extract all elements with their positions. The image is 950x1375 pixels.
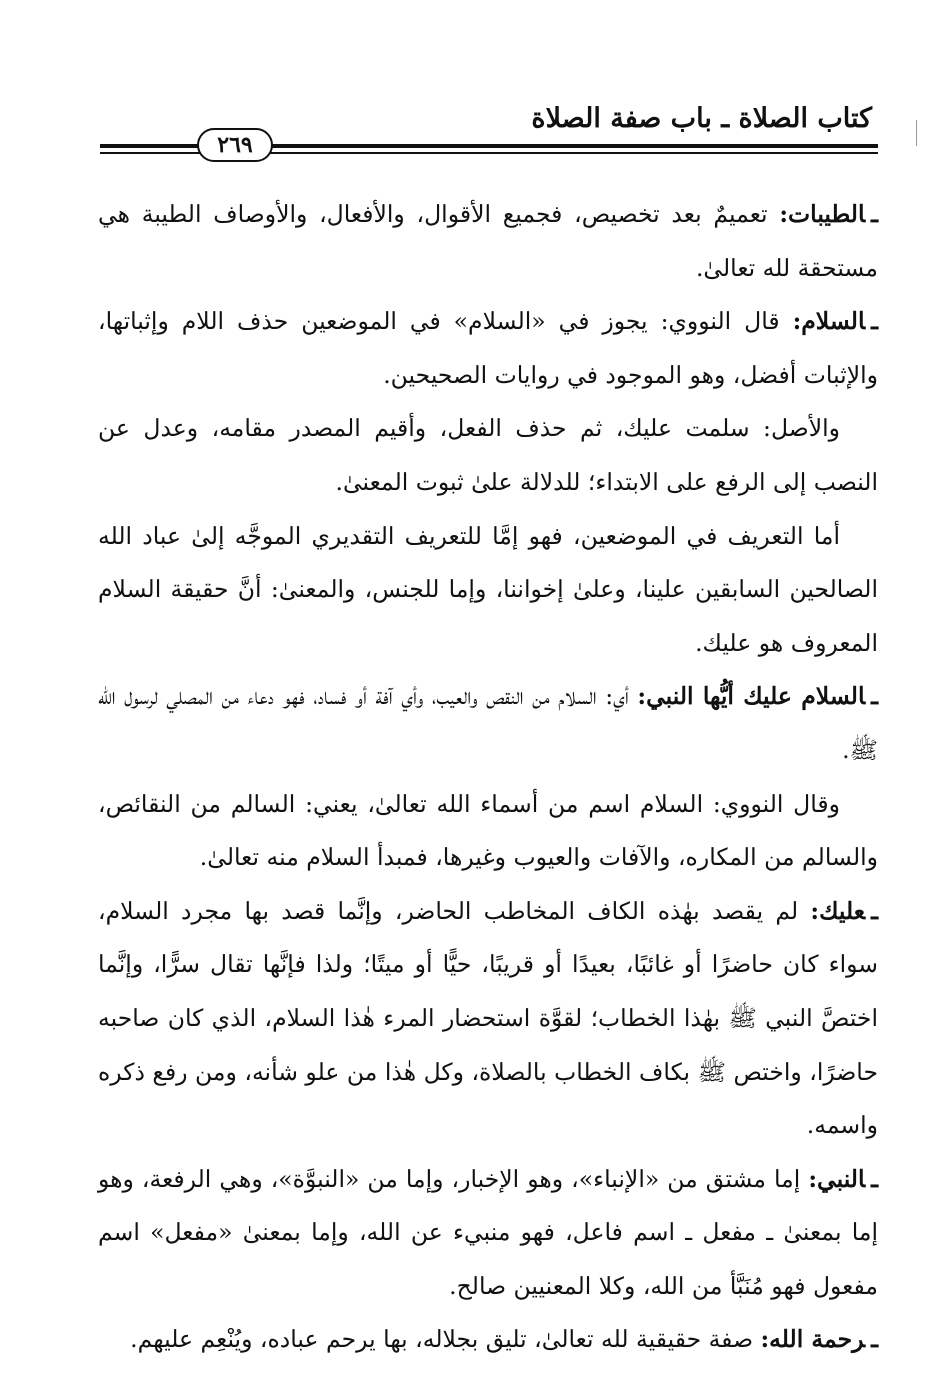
entry-text: قال النووي: يجوز في «السلام» في الموضعين حذف اللام وإثباتها، والإثبات أفضل، وهو الموجود في روايات الصحيحين.	[98, 307, 878, 389]
entry-dash: ـ	[871, 682, 879, 711]
entry-text: تعميمٌ بعد تخصيص، فجميع الأقوال، والأفعال، والأوصاف الطيبة هي مستحقة لله تعالىٰ.	[98, 200, 878, 282]
page-number: ٢٦٩	[197, 128, 273, 162]
entry-text: أي: السلام من النقص والعيب، وأي آفة أو فساد، فهو دعاء من المصلي لرسول الله ﷺ.	[98, 682, 878, 764]
paragraph-alayk	[98, 885, 878, 1153]
paragraph-text: والأصل: سلمت عليك، ثم حذف الفعل، وأقيم المصدر مقامه، وعدل عن النصب إلى الرفع على الابتداء؛ للدلالة علىٰ ثبوت المعنىٰ.	[98, 414, 878, 496]
paragraph-rahmatullah	[98, 1313, 878, 1367]
entry-dash: ـ	[871, 896, 878, 925]
body-text	[98, 188, 878, 1367]
paragraph-nabi	[98, 1153, 878, 1314]
entry-text: صفة حقيقية لله تعالىٰ، تليق بجلاله، بها يرحم عباده، ويُنْعِم عليهم.	[130, 1325, 761, 1354]
paragraph-text: أما التعريف في الموضعين، فهو إمَّا للتعريف التقديري الموجَّه إلىٰ عباد الله الصالحين السابقين علينا، وعلىٰ إخواننا، وإما للجنس، والمعنىٰ: أنَّ حقيقة السلام المعروف هو عليك.	[98, 521, 878, 657]
entry-term: السلام عليك أيُّها النبي:	[637, 682, 866, 711]
entry-text: إما مشتق من «الإنباء»، وهو الإخبار، وإما من «النبوَّة»، وهي الرفعة، وهو إما بمعنىٰ ـ مفعل ـ اسم فاعل، فهو منبيء عن الله، وإما بمعنىٰ «مفعل» اسم مفعول فهو مُنَبَّأ من الله، وكلا المعنيين صالح.	[98, 1164, 878, 1300]
paragraph-salam	[98, 295, 878, 402]
entry-dash: ـ	[871, 1325, 878, 1354]
entry-term: رحمة الله:	[760, 1325, 866, 1354]
paragraph-tayyibat	[98, 188, 878, 295]
entry-text: لم يقصد بهٰذه الكاف المخاطب الحاضر، وإنَّما قصد بها مجرد السلام، سواء كان حاضرًا أو غائبًا، بعيدًا أو قريبًا، حيًّا أو ميتًا؛ ولذا فإنَّها تقال سرًّا، وإنَّما اختصَّ النبي ﷺ بهٰذا الخطاب؛ لقوَّة استحضار المرء هٰذا السلام، الذي كان صاحبه حاضرًا، واختص ﷺ بكاف الخطاب بالصلاة، وكل هٰذا من علو شأنه، ومن رفع ذكره واسمه.	[98, 896, 878, 1140]
entry-term: عليك:	[810, 896, 866, 925]
entry-term: النبي:	[808, 1164, 866, 1193]
paragraph-asl	[98, 402, 878, 509]
paragraph-text: وقال النووي: السلام اسم من أسماء الله تعالىٰ، يعني: السالم من النقائص، والسالم من المكاره، والآفات والعيوب وغيرها، فمبدأ السلام منه تعالىٰ.	[98, 789, 878, 872]
entry-dash: ـ	[871, 200, 878, 228]
margin-mark	[916, 120, 917, 146]
running-header-title: كتاب الصلاة ـ باب صفة الصلاة	[531, 103, 872, 134]
paragraph-nawawi	[98, 778, 878, 885]
paragraph-salam-alayk	[98, 670, 878, 777]
entry-dash: ـ	[871, 307, 878, 336]
entry-term: الطيبات:	[779, 200, 866, 228]
paragraph-tarif	[98, 510, 878, 671]
entry-term: السلام:	[792, 307, 866, 336]
entry-dash: ـ	[871, 1164, 878, 1193]
